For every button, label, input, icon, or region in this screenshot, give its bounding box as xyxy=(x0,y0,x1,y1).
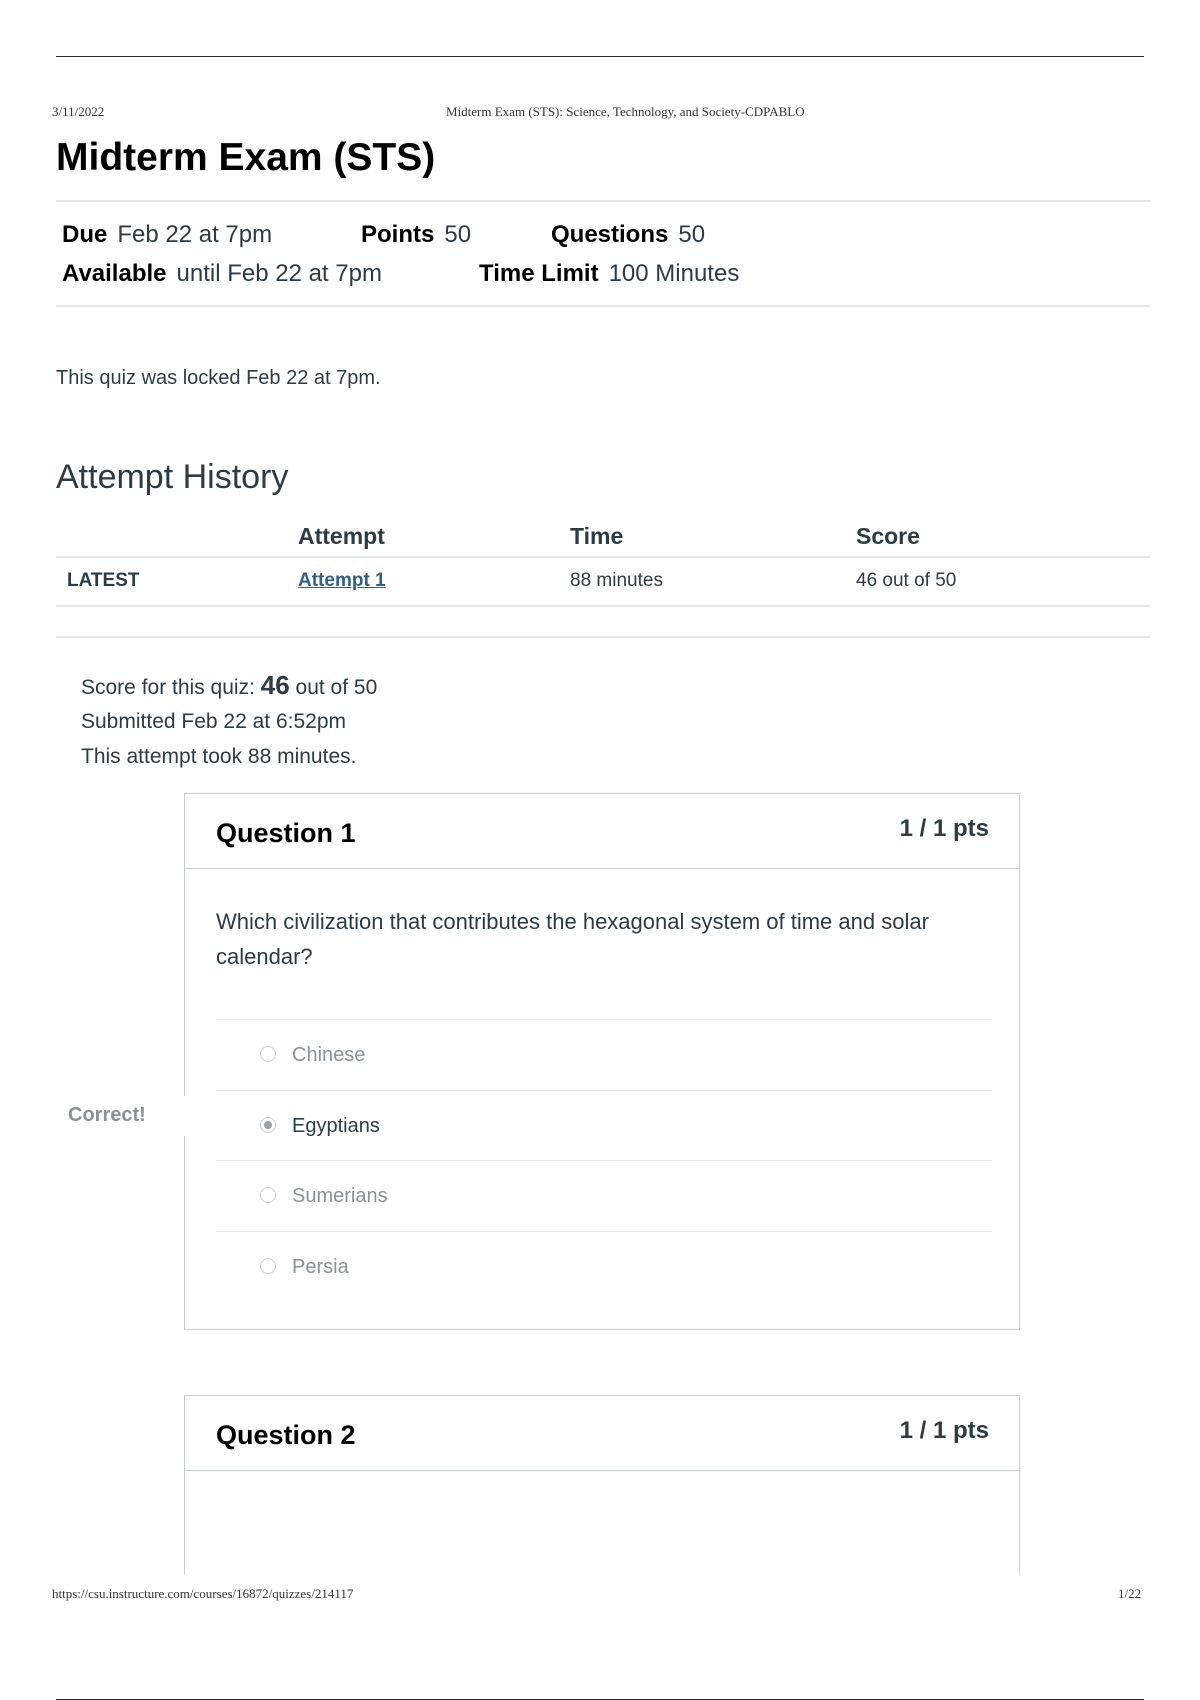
due-value: Feb 22 at 7pm xyxy=(117,221,273,248)
attempt-history-heading: Attempt History xyxy=(56,458,289,496)
available-value: until Feb 22 at 7pm xyxy=(176,260,382,287)
points-info xyxy=(361,221,471,249)
column-header-time: Time xyxy=(570,523,624,549)
latest-tag: LATEST xyxy=(67,570,140,591)
points-label: Points xyxy=(361,221,435,248)
answer-label: Egyptians xyxy=(292,1115,380,1137)
answer-label: Persia xyxy=(292,1256,349,1278)
answer-option[interactable] xyxy=(216,1231,992,1302)
answer-label: Sumerians xyxy=(292,1185,388,1207)
time-limit-value: 100 Minutes xyxy=(608,260,740,287)
attempt-1-link[interactable]: Attempt 1 xyxy=(298,570,386,591)
time-limit-info xyxy=(479,260,739,288)
questions-info xyxy=(551,221,705,249)
available-label: Available xyxy=(62,260,167,287)
print-url: https://csu.instructure.com/courses/16872/quizzes/214117 xyxy=(52,1586,354,1601)
divider xyxy=(56,305,1150,307)
question-header xyxy=(185,1396,1019,1471)
due-label: Due xyxy=(62,221,108,248)
question-points: 1 / 1 pts xyxy=(899,1417,989,1444)
column-header-score: Score xyxy=(856,523,920,549)
question-text: Which civilization that contributes the hexagonal system of time and solar calendar? xyxy=(216,909,929,969)
page-title: Midterm Exam (STS) xyxy=(56,136,436,179)
available-info xyxy=(62,260,382,288)
locked-message: This quiz was locked Feb 22 at 7pm. xyxy=(56,367,381,389)
print-page-number: 1/22 xyxy=(1118,1586,1142,1601)
print-page-title: Midterm Exam (STS): Science, Technology, and Society-CDPABLO xyxy=(446,104,805,119)
question-2-card xyxy=(184,1395,1020,1575)
question-header xyxy=(185,794,1019,869)
quiz-score-line xyxy=(81,670,377,701)
questions-label: Questions xyxy=(551,221,669,248)
column-header-attempt: Attempt xyxy=(298,523,385,549)
divider xyxy=(56,636,1150,638)
radio-button-icon[interactable] xyxy=(260,1258,276,1274)
attempt-time: 88 minutes xyxy=(570,570,663,591)
answer-option[interactable] xyxy=(216,1019,992,1090)
time-limit-label: Time Limit xyxy=(479,260,599,287)
feedback-notch xyxy=(183,1096,186,1136)
correct-answer-flag: Correct! xyxy=(68,1104,146,1126)
table-header-divider xyxy=(56,556,1150,558)
score-suffix: out of 50 xyxy=(295,676,378,699)
score-prefix: Score for this quiz: xyxy=(81,676,255,699)
attempt-duration: This attempt took 88 minutes. xyxy=(81,745,357,768)
question-points: 1 / 1 pts xyxy=(899,815,989,842)
radio-button-icon[interactable] xyxy=(260,1046,276,1062)
score-value: 46 xyxy=(260,670,290,700)
table-row-divider xyxy=(56,605,1150,607)
question-title: Question 1 xyxy=(216,818,356,848)
divider xyxy=(56,200,1150,202)
print-date: 3/11/2022 xyxy=(52,104,105,119)
radio-button-icon[interactable] xyxy=(260,1187,276,1203)
radio-button-selected-icon[interactable] xyxy=(260,1117,276,1133)
points-value: 50 xyxy=(444,221,472,248)
answer-label: Chinese xyxy=(292,1044,366,1066)
answer-option-selected[interactable] xyxy=(216,1090,992,1161)
question-title: Question 2 xyxy=(216,1420,356,1450)
attempt-score: 46 out of 50 xyxy=(856,570,957,591)
due-info xyxy=(62,221,272,249)
answer-option[interactable] xyxy=(216,1160,992,1231)
top-border-line xyxy=(56,56,1144,57)
questions-value: 50 xyxy=(678,221,706,248)
submitted-time: Submitted Feb 22 at 6:52pm xyxy=(81,710,346,733)
question-1-card xyxy=(184,793,1020,1330)
